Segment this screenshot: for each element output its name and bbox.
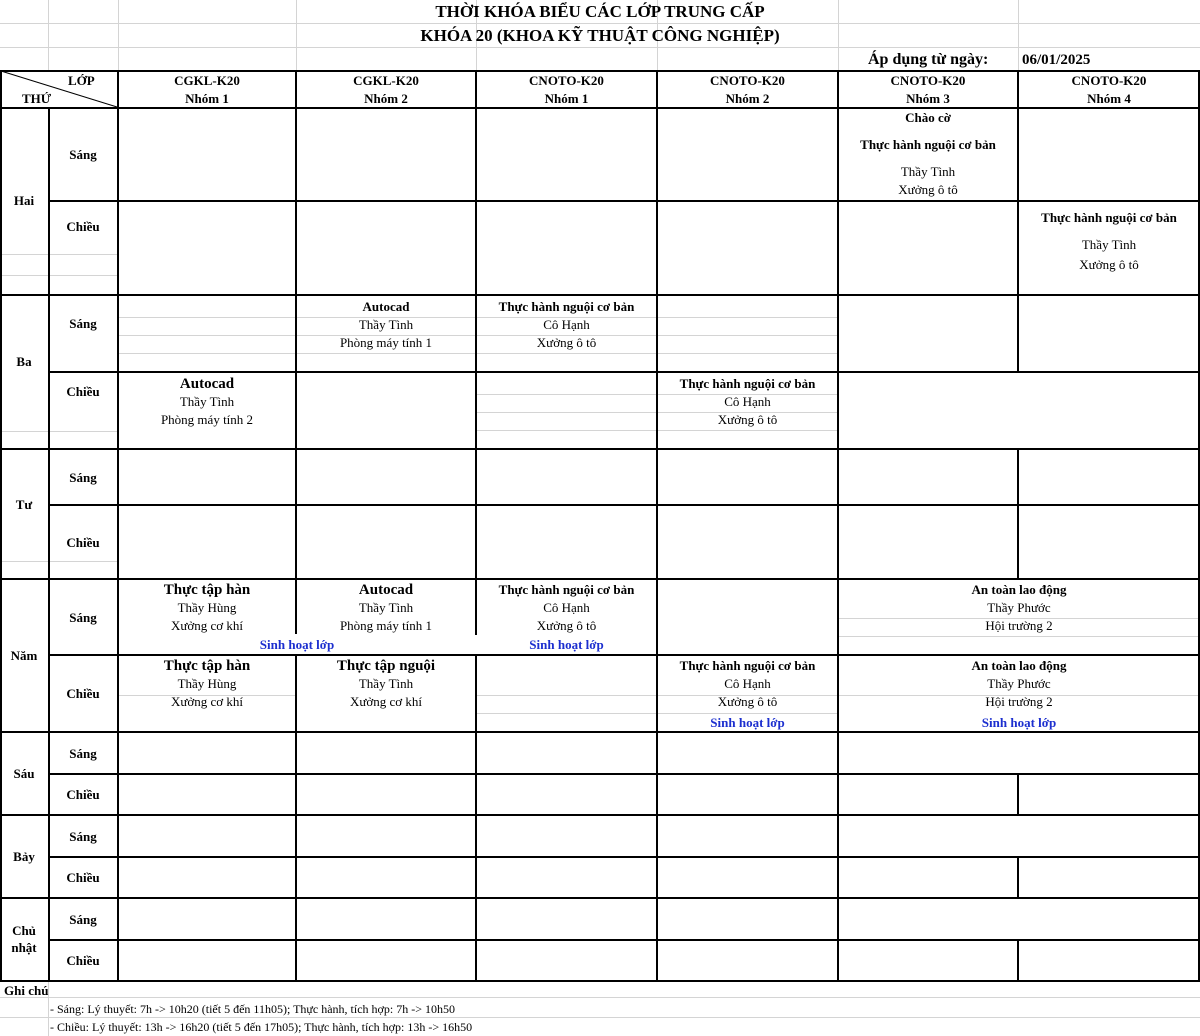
class-header-cnoto-1: CNOTO-K20 Nhóm 1	[529, 73, 604, 106]
class-meeting-label: Sinh hoạt lớp	[529, 637, 604, 652]
session-afternoon: Chiều	[66, 870, 100, 885]
schedule-entry: Thực hành nguội cơ bản Cô Hạnh Xưởng ô tô	[679, 658, 816, 709]
schedule-entry: Autocad Thầy Tình Phòng máy tính 1	[339, 582, 433, 633]
day-label: Hai	[13, 193, 35, 208]
class-header-cnoto-2: CNOTO-K20 Nhóm 2	[710, 73, 785, 106]
class-header-cgkl-2: CGKL-K20 Nhóm 2	[353, 73, 419, 106]
session-afternoon: Chiều	[66, 953, 100, 968]
session-morning: Sáng	[69, 912, 97, 927]
session-afternoon: Chiều	[66, 384, 100, 399]
session-morning: Sáng	[69, 147, 97, 162]
session-morning: Sáng	[69, 829, 97, 844]
schedule-entry: Thực hành nguội cơ bản Cô Hạnh Xưởng ô tô	[498, 582, 635, 633]
notes-line: - Chiều: Lý thuyết: 13h -> 16h20 (tiết 5 đến 17h05); Thực hành, tích hợp: 13h -> 16h50	[50, 1020, 473, 1034]
session-morning: Sáng	[69, 610, 97, 625]
session-afternoon: Chiều	[66, 686, 100, 701]
timetable-title: THỜI KHÓA BIỂU CÁC LỚP TRUNG CẤP	[435, 2, 765, 21]
day-label: Chủ nhật	[11, 923, 37, 955]
schedule-entry: Thực hành nguội cơ bản Cô Hạnh Xưởng ô tô	[498, 299, 635, 350]
schedule-entry: Autocad Thầy Tình Phòng máy tính 1	[339, 299, 433, 350]
schedule-entry: An toàn lao động Thầy Phước Hội trường 2	[971, 582, 1067, 633]
day-label: Sáu	[13, 766, 35, 781]
session-afternoon: Chiều	[66, 219, 100, 234]
apply-date-label: Áp dụng từ ngày:	[868, 51, 989, 68]
class-header-cgkl-1: CGKL-K20 Nhóm 1	[174, 73, 240, 106]
session-morning: Sáng	[69, 746, 97, 761]
schedule-entry: Thực tập nguội Thầy Tình Xưởng cơ khí	[336, 658, 436, 709]
schedule-entry: An toàn lao động Thầy Phước Hội trường 2	[971, 658, 1067, 709]
apply-date-value: 06/01/2025	[1022, 52, 1091, 68]
schedule-entry: Chào cờ Thực hành nguội cơ bản Thầy Tình Xưởng ô tô	[860, 110, 996, 197]
class-meeting-label: Sinh hoạt lớp	[981, 715, 1057, 730]
class-header-cnoto-3: CNOTO-K20 Nhóm 3	[890, 73, 966, 106]
day-label: Năm	[10, 648, 38, 663]
session-morning: Sáng	[69, 316, 97, 331]
session-afternoon: Chiều	[66, 535, 100, 550]
day-label: Bảy	[13, 849, 35, 864]
schedule-entry: Thực hành nguội cơ bản Cô Hạnh Xưởng ô tô	[679, 376, 816, 427]
day-label: Tư	[15, 497, 33, 512]
schedule-entry: Thực hành nguội cơ bản Thầy Tình Xưởng ô tô	[1041, 210, 1177, 272]
session-morning: Sáng	[69, 470, 97, 485]
session-afternoon: Chiều	[66, 787, 100, 802]
schedule-entry: Autocad Thầy Tình Phòng máy tính 2	[160, 376, 254, 427]
class-header-cnoto-4: CNOTO-K20 Nhóm 4	[1071, 73, 1147, 106]
timetable-subtitle: KHÓA 20 (KHOA KỸ THUẬT CÔNG NGHIỆP)	[420, 26, 780, 45]
class-meeting-label: Sinh hoạt lớp	[710, 715, 785, 730]
schedule-entry: Thực tập hàn Thầy Hùng Xưởng cơ khí	[163, 582, 251, 633]
class-meeting-label: Sinh hoạt lớp	[259, 637, 335, 652]
notes-line: - Sáng: Lý thuyết: 7h -> 10h20 (tiết 5 đến 11h05); Thực hành, tích hợp: 7h -> 10h50	[50, 1002, 455, 1016]
notes-label: Ghi chú	[4, 983, 49, 998]
header-day-label: THỨ	[22, 91, 52, 106]
schedule-entry: Thực tập hàn Thầy Hùng Xưởng cơ khí	[163, 658, 251, 709]
day-label: Ba	[16, 354, 32, 369]
header-diagonal	[0, 70, 118, 108]
header-class-label: LỚP	[68, 73, 95, 88]
